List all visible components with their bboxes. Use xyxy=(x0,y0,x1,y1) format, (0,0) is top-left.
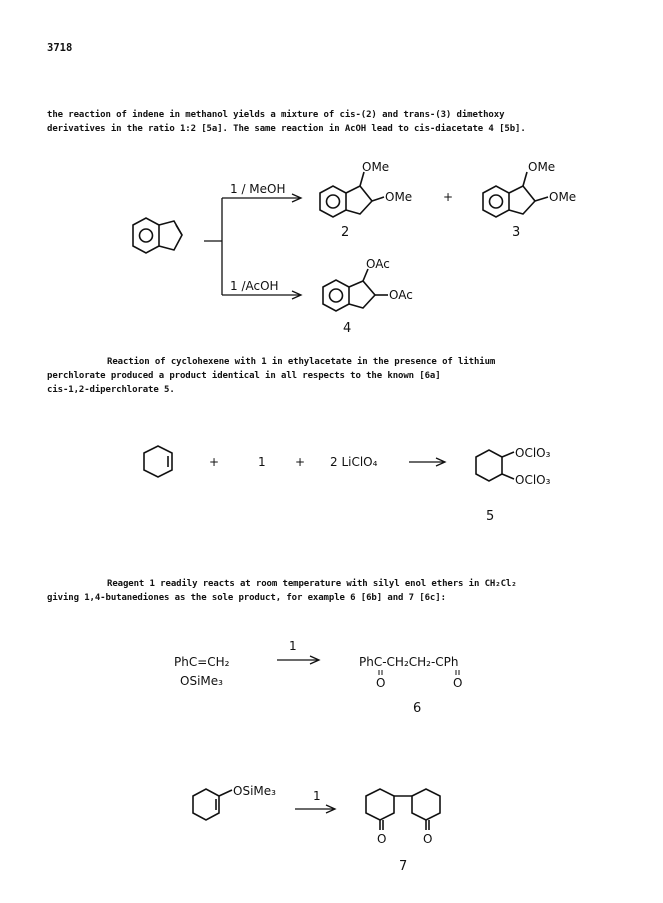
compound-3-label: 3 xyxy=(512,225,521,240)
page-number: 3718 xyxy=(47,42,73,54)
product-3-structure xyxy=(483,172,548,217)
paragraph-silyl-enol-ethers: Reagent 1 readily reacts at room temperature with silyl enol ethers in CH₂Cl₂ giving 1,4-butanediones as the sole product, for example 6 [6b] and 7 [6c]: xyxy=(47,579,517,603)
cyclohexene-structure xyxy=(144,446,172,477)
reaction-arrow xyxy=(295,805,335,813)
reagent-1: 1 xyxy=(258,455,266,469)
reaction-arrow xyxy=(409,458,445,466)
reactant-phc-ch2: PhC=CH₂ xyxy=(174,655,230,669)
product-5-oclo3-top: OClO₃ xyxy=(515,446,551,460)
product-2-ome-top: OMe xyxy=(362,160,390,174)
diperchlorate-reaction-scheme xyxy=(0,435,663,535)
reagent-1-meoh: 1 / MeOH xyxy=(230,182,286,196)
reactant-osime3: OSiMe₃ xyxy=(180,674,223,688)
product-7-carbonyl-o-right: O xyxy=(423,832,433,846)
lithium-perchlorate: 2 LiClO₄ xyxy=(330,455,378,469)
butanedione-reaction-scheme xyxy=(0,630,663,725)
product-5-oclo3-bottom: OClO₃ xyxy=(515,473,551,487)
product-3-ome-top: OMe xyxy=(528,160,556,174)
silyl-enol-ether-structure xyxy=(193,789,232,820)
osime3-group: OSiMe₃ xyxy=(233,784,276,798)
indene-structure xyxy=(133,218,182,253)
reagent-1-acoh: 1 /AcOH xyxy=(230,279,279,293)
product-2-ome-side: OMe xyxy=(385,190,413,204)
product-6-formula: PhC-CH₂CH₂-CPh xyxy=(359,655,459,669)
compound-5-label: 5 xyxy=(486,509,495,524)
product-6-carbonyl-o-left: O xyxy=(376,676,386,690)
product-4-structure xyxy=(323,269,388,311)
plus-sign-1: + xyxy=(209,455,220,469)
product-6-carbonyl-o-right: O xyxy=(453,676,463,690)
compound-7-label: 7 xyxy=(399,859,408,874)
compound-6-label: 6 xyxy=(413,701,422,716)
compound-4-label: 4 xyxy=(343,321,352,336)
reaction-arrow xyxy=(277,656,319,664)
compound-2-label: 2 xyxy=(341,225,350,240)
paragraph-indene-reaction: the reaction of indene in methanol yields a mixture of cis-(2) and trans-(3) dimethoxy derivatives in the ratio 1:2 [5a]. The same reaction in AcOH lead to cis-diacetate 4 [5b]. xyxy=(47,110,526,134)
reagent-1: 1 xyxy=(289,639,297,653)
product-7-structure xyxy=(366,789,440,830)
plus-sign-2: + xyxy=(295,455,306,469)
plus-sign: + xyxy=(443,190,454,204)
product-5-structure xyxy=(476,450,514,481)
bicyclohexanedione-reaction-scheme xyxy=(0,770,663,890)
reagent-1: 1 xyxy=(313,789,321,803)
product-3-ome-side: OMe xyxy=(549,190,577,204)
product-7-carbonyl-o-left: O xyxy=(377,832,387,846)
product-4-oac-side: OAc xyxy=(389,288,413,302)
product-4-oac-top: OAc xyxy=(366,257,390,271)
product-2-structure xyxy=(320,172,384,217)
indene-reaction-scheme xyxy=(0,150,663,345)
paragraph-cyclohexene-reaction: Reaction of cyclohexene with 1 in ethylacetate in the presence of lithium perchlorate produced a product identical in all respects to the known [6a] cis-1,2-diperchlorate 5. xyxy=(47,357,496,395)
